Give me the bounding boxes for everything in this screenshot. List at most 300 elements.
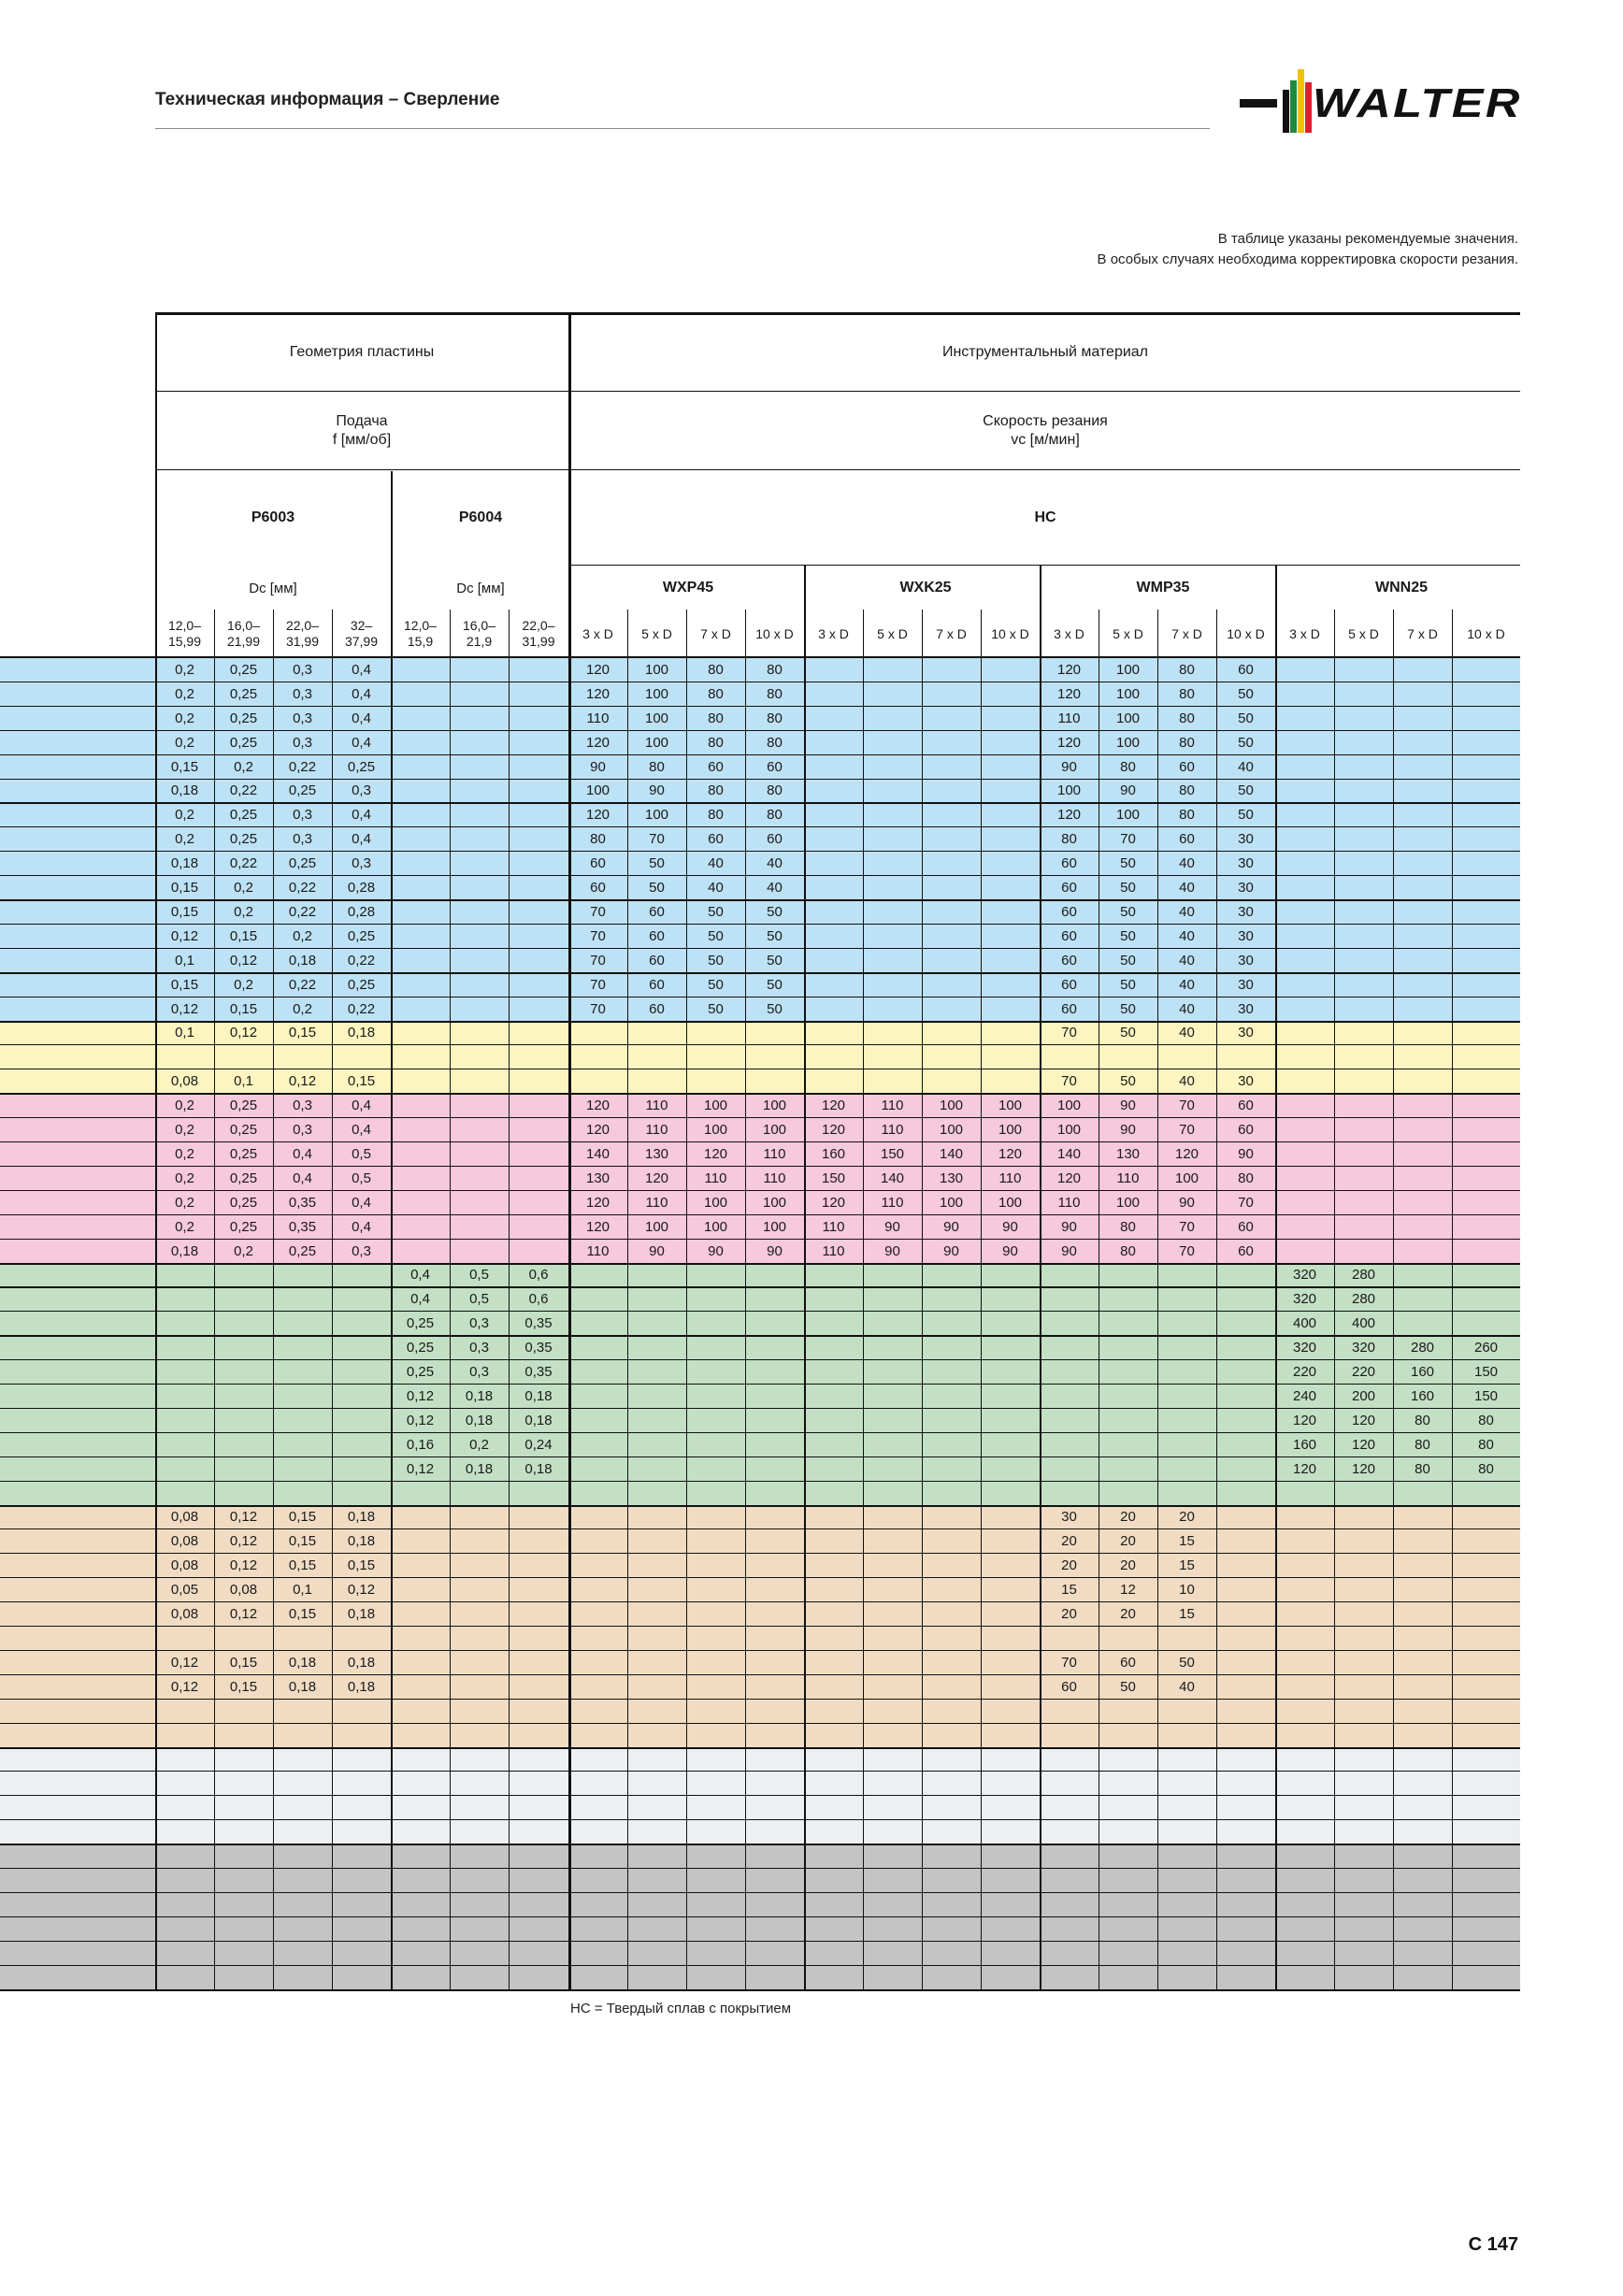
table-cell: 140 — [1056, 1145, 1082, 1162]
table-cell: 90 — [884, 1218, 900, 1235]
table-cell: 130 — [585, 1170, 610, 1186]
grid-line — [509, 610, 510, 1990]
table-row — [0, 1942, 1520, 1966]
table-cell: 30 — [1238, 1073, 1254, 1090]
table-cell: 70 — [1179, 1122, 1195, 1139]
table-cell: 0,3 — [293, 1098, 312, 1114]
grid-line — [0, 1335, 1520, 1337]
table-cell: 0,18 — [170, 782, 199, 799]
table-cell: 0,25 — [406, 1340, 435, 1356]
table-cell: 90 — [649, 1242, 665, 1259]
table-cell: 0,2 — [175, 1194, 194, 1211]
table-cell: 0,25 — [288, 1242, 317, 1259]
grid-line — [0, 1481, 1520, 1482]
grid-line — [863, 610, 864, 1990]
table-cell: 70 — [590, 903, 606, 920]
table-cell: 0,22 — [347, 1000, 376, 1017]
header-diameter-line: 15,99 — [167, 634, 202, 649]
grid-line — [804, 565, 806, 1990]
table-cell: 50 — [1120, 855, 1136, 872]
table-cell: 0,12 — [229, 1025, 258, 1041]
table-cell: 120 — [1056, 661, 1082, 678]
table-cell: 60 — [590, 880, 606, 897]
table-cell: 60 — [1061, 1000, 1077, 1017]
table-cell: 60 — [590, 855, 606, 872]
table-cell: 0,08 — [229, 1582, 258, 1599]
table-cell: 0,12 — [170, 1678, 199, 1695]
table-cell: 130 — [939, 1170, 964, 1186]
table-cell: 130 — [644, 1145, 669, 1162]
table-cell: 140 — [880, 1170, 905, 1186]
grid-line — [0, 1141, 1520, 1142]
header-depth: 7 x D — [936, 625, 967, 641]
table-cell: 60 — [1120, 1654, 1136, 1671]
table-cell: 90 — [767, 1242, 783, 1259]
table-cell: 0,18 — [347, 1025, 376, 1041]
header-depth: 7 x D — [700, 625, 731, 641]
table-cell: 80 — [1179, 782, 1195, 799]
grid-line — [0, 1747, 1520, 1749]
table-cell: 200 — [1351, 1387, 1376, 1404]
table-cell: 0,3 — [293, 831, 312, 848]
table-cell: 50 — [1238, 685, 1254, 702]
table-cell: 60 — [1061, 903, 1077, 920]
table-cell: 0,1 — [175, 1025, 194, 1041]
header-depth: 10 x D — [991, 625, 1029, 641]
table-cell: 100 — [1115, 710, 1141, 726]
table-cell: 0,4 — [410, 1291, 430, 1308]
table-cell: 0,1 — [293, 1582, 312, 1599]
table-cell: 90 — [1120, 782, 1136, 799]
table-cell: 80 — [1120, 1242, 1136, 1259]
grid-line — [450, 610, 451, 1990]
page-number: C 147 — [1468, 2234, 1518, 2255]
table-cell: 0,18 — [524, 1412, 553, 1428]
table-cell: 70 — [1238, 1194, 1254, 1211]
table-cell: 0,3 — [293, 734, 312, 751]
grid-line — [0, 1239, 1520, 1240]
table-cell: 0,4 — [352, 685, 371, 702]
header-grade-wxp45: WXP45 — [662, 580, 714, 596]
logo-bar-red — [1305, 82, 1312, 133]
table-cell: 0,12 — [288, 1073, 317, 1090]
table-cell: 60 — [708, 758, 724, 775]
table-cell: 100 — [703, 1098, 728, 1114]
table-cell: 0,35 — [524, 1315, 553, 1332]
table-cell: 80 — [708, 734, 724, 751]
grid-line — [1393, 610, 1394, 1990]
table-cell: 50 — [1238, 734, 1254, 751]
table-cell: 0,4 — [352, 831, 371, 848]
header-diameter-3 — [332, 610, 391, 658]
table-cell: 50 — [1120, 1073, 1136, 1090]
table-cell: 50 — [1179, 1654, 1195, 1671]
table-cell: 80 — [1120, 1218, 1136, 1235]
grid-line — [627, 610, 628, 1990]
table-cell: 90 — [1238, 1145, 1254, 1162]
grid-line — [0, 1577, 1520, 1578]
table-cell: 80 — [767, 807, 783, 824]
table-cell: 90 — [1179, 1194, 1195, 1211]
table-row — [0, 1724, 1520, 1748]
table-cell: 0,3 — [293, 685, 312, 702]
table-cell: 0,18 — [465, 1412, 494, 1428]
table-cell: 80 — [1415, 1436, 1430, 1453]
table-cell: 100 — [1115, 734, 1141, 751]
table-cell: 0,2 — [234, 880, 253, 897]
table-cell: 50 — [1120, 976, 1136, 993]
grid-line — [0, 1941, 1520, 1942]
grid-line — [0, 851, 1520, 852]
table-cell: 70 — [1061, 1654, 1077, 1671]
grid-line — [0, 706, 1520, 707]
header-feed — [155, 393, 568, 469]
table-cell: 50 — [767, 927, 783, 944]
table-cell: 90 — [590, 758, 606, 775]
table-cell: 110 — [881, 1122, 904, 1139]
header-depth: 5 x D — [877, 625, 908, 641]
table-cell: 0,25 — [288, 855, 317, 872]
table-cell: 120 — [1292, 1412, 1317, 1428]
table-cell: 0,2 — [175, 685, 194, 702]
table-row — [0, 1045, 1520, 1069]
table-cell: 40 — [708, 880, 724, 897]
header-depth: 10 x D — [755, 625, 794, 641]
table-cell: 280 — [1410, 1340, 1435, 1356]
table-cell: 40 — [767, 855, 783, 872]
grid-line — [1452, 610, 1453, 1990]
table-cell: 100 — [762, 1122, 787, 1139]
table-cell: 0,08 — [170, 1073, 199, 1090]
grid-line — [0, 1553, 1520, 1554]
header-feed-unit: f [мм/об] — [332, 432, 392, 448]
table-cell: 0,15 — [288, 1557, 317, 1574]
table-cell: 40 — [1179, 1678, 1195, 1695]
header-p6003: P6003 — [251, 509, 295, 525]
table-cell: 40 — [1179, 976, 1195, 993]
header-depth: 5 x D — [641, 625, 672, 641]
grid-line — [1040, 565, 1041, 1990]
table-cell: 160 — [1410, 1364, 1435, 1381]
grid-line — [155, 312, 1520, 315]
table-cell: 0,25 — [406, 1364, 435, 1381]
grid-line — [0, 1965, 1520, 1966]
table-cell: 60 — [767, 831, 783, 848]
table-cell: 0,18 — [524, 1460, 553, 1477]
table-cell: 50 — [1238, 710, 1254, 726]
table-cell: 90 — [1061, 1218, 1077, 1235]
table-cell: 110 — [586, 1242, 610, 1259]
table-cell: 70 — [1179, 1218, 1195, 1235]
table-cell: 60 — [1238, 1218, 1254, 1235]
table-cell: 400 — [1292, 1315, 1317, 1332]
table-cell: 0,15 — [170, 976, 199, 993]
grid-line — [0, 1384, 1520, 1385]
grid-line — [0, 656, 1520, 658]
table-cell: 100 — [703, 1122, 728, 1139]
table-cell: 0,2 — [175, 1098, 194, 1114]
table-cell: 100 — [1115, 661, 1141, 678]
table-cell: 0,5 — [352, 1145, 371, 1162]
table-cell: 0,16 — [406, 1436, 435, 1453]
table-cell: 15 — [1179, 1606, 1195, 1623]
table-cell: 0,4 — [352, 710, 371, 726]
header-diameter-line: 15,9 — [407, 634, 434, 649]
table-cell: 0,25 — [347, 927, 376, 944]
table-cell: 80 — [1478, 1412, 1494, 1428]
table-cell: 50 — [1120, 1025, 1136, 1041]
table-cell: 0,15 — [170, 880, 199, 897]
table-cell: 30 — [1238, 927, 1254, 944]
table-cell: 70 — [590, 927, 606, 944]
grid-line — [1216, 610, 1217, 1990]
table-cell: 60 — [1238, 661, 1254, 678]
grid-line — [0, 1868, 1520, 1869]
table-cell: 70 — [1061, 1025, 1077, 1041]
table-cell: 50 — [1238, 782, 1254, 799]
table-cell: 70 — [590, 1000, 606, 1017]
table-cell: 0,4 — [352, 1218, 371, 1235]
grid-line — [0, 1819, 1520, 1820]
table-cell: 50 — [767, 952, 783, 969]
table-cell: 0,25 — [229, 807, 258, 824]
table-cell: 0,3 — [352, 855, 371, 872]
table-cell: 0,12 — [170, 1654, 199, 1671]
grid-line — [273, 610, 274, 1990]
grid-line — [0, 826, 1520, 827]
table-cell: 0,2 — [234, 903, 253, 920]
table-cell: 0,12 — [170, 1000, 199, 1017]
table-cell: 110 — [704, 1170, 727, 1186]
table-cell: 80 — [767, 710, 783, 726]
table-cell: 60 — [1061, 927, 1077, 944]
table-cell: 120 — [998, 1145, 1023, 1162]
table-cell: 40 — [708, 855, 724, 872]
table-cell: 0,12 — [229, 1606, 258, 1623]
table-cell: 70 — [649, 831, 665, 848]
note-line-1: В таблице указаны рекомендуемые значения. — [1217, 231, 1518, 247]
header-speed-unit: vc [м/мин] — [1011, 432, 1080, 448]
table-cell: 70 — [1120, 831, 1136, 848]
table-cell: 0,4 — [293, 1145, 312, 1162]
table-cell: 0,12 — [229, 1509, 258, 1526]
table-row — [0, 1772, 1520, 1796]
table-cell: 20 — [1120, 1533, 1136, 1550]
table-cell: 80 — [767, 661, 783, 678]
table-cell: 70 — [590, 952, 606, 969]
table-cell: 150 — [821, 1170, 846, 1186]
table-cell: 60 — [649, 927, 665, 944]
table-cell: 80 — [767, 782, 783, 799]
table-cell: 150 — [880, 1145, 905, 1162]
grid-line — [0, 730, 1520, 731]
table-cell: 100 — [1115, 807, 1141, 824]
grid-line — [0, 1093, 1520, 1095]
table-cell: 0,25 — [229, 710, 258, 726]
table-cell: 50 — [767, 903, 783, 920]
table-cell: 0,28 — [347, 880, 376, 897]
header-hc: HC — [1034, 509, 1056, 525]
table-cell: 15 — [1061, 1582, 1077, 1599]
table-cell: 0,25 — [229, 1145, 258, 1162]
recommendation-note — [1098, 229, 1518, 270]
grid-line — [155, 312, 157, 1990]
table-cell: 0,3 — [293, 710, 312, 726]
table-cell: 20 — [1120, 1509, 1136, 1526]
table-cell: 0,15 — [229, 927, 258, 944]
table-cell: 50 — [1120, 952, 1136, 969]
table-cell: 50 — [1120, 1678, 1136, 1695]
table-cell: 140 — [585, 1145, 610, 1162]
note-line-2: В особых случаях необходима корректировка скорости резания. — [1097, 251, 1518, 267]
table-cell: 100 — [762, 1218, 787, 1235]
table-cell: 100 — [998, 1098, 1023, 1114]
table-cell: 0,3 — [293, 661, 312, 678]
walter-logo — [1240, 62, 1520, 133]
table-cell: 50 — [649, 855, 665, 872]
table-cell: 90 — [1002, 1218, 1018, 1235]
table-cell: 0,18 — [524, 1387, 553, 1404]
table-cell: 120 — [821, 1194, 846, 1211]
grid-line — [0, 1626, 1520, 1627]
table-cell: 80 — [1478, 1460, 1494, 1477]
table-cell: 100 — [1174, 1170, 1199, 1186]
table-cell: 120 — [585, 734, 610, 751]
table-cell: 320 — [1351, 1340, 1376, 1356]
table-cell: 0,15 — [288, 1509, 317, 1526]
table-cell: 60 — [1061, 952, 1077, 969]
table-cell: 40 — [1179, 1000, 1195, 1017]
header-depth: 5 x D — [1348, 625, 1379, 641]
table-cell: 0,2 — [175, 661, 194, 678]
table-cell: 100 — [644, 1218, 669, 1235]
table-cell: 110 — [881, 1194, 904, 1211]
grid-line — [0, 1723, 1520, 1724]
table-cell: 0,18 — [347, 1678, 376, 1695]
table-cell: 0,2 — [175, 710, 194, 726]
table-cell: 40 — [1179, 1025, 1195, 1041]
table-cell: 100 — [998, 1194, 1023, 1211]
header-depth: 5 x D — [1113, 625, 1143, 641]
table-cell: 40 — [1179, 1073, 1195, 1090]
table-cell: 120 — [585, 807, 610, 824]
table-cell: 80 — [708, 685, 724, 702]
grid-line — [981, 610, 982, 1990]
grid-line — [1157, 610, 1158, 1990]
grid-line — [745, 610, 746, 1990]
table-cell: 80 — [708, 661, 724, 678]
table-cell: 0,12 — [229, 1533, 258, 1550]
grid-line — [686, 610, 687, 1990]
grid-line — [0, 1432, 1520, 1433]
table-cell: 0,3 — [293, 807, 312, 824]
table-cell: 20 — [1120, 1557, 1136, 1574]
table-cell: 0,18 — [347, 1606, 376, 1623]
logo-wordmark: WALTER — [1313, 80, 1522, 126]
table-cell: 220 — [1351, 1364, 1376, 1381]
table-cell: 30 — [1238, 976, 1254, 993]
table-cell: 0,35 — [524, 1364, 553, 1381]
table-row — [0, 1627, 1520, 1651]
table-cell: 15 — [1179, 1533, 1195, 1550]
table-cell: 0,18 — [288, 1678, 317, 1695]
table-cell: 0,18 — [347, 1654, 376, 1671]
grid-line — [0, 1650, 1520, 1651]
grid-line — [155, 391, 1520, 392]
table-cell: 30 — [1238, 855, 1254, 872]
header-grade-wxk25: WXK25 — [899, 580, 952, 596]
table-cell: 80 — [1179, 710, 1195, 726]
table-cell: 0,15 — [288, 1533, 317, 1550]
table-cell: 0,4 — [352, 1194, 371, 1211]
grid-line — [0, 1795, 1520, 1796]
table-cell: 60 — [1061, 880, 1077, 897]
table-cell: 110 — [998, 1170, 1022, 1186]
grid-line — [0, 1021, 1520, 1023]
table-cell: 0,24 — [524, 1436, 553, 1453]
table-row — [0, 1869, 1520, 1893]
table-cell: 100 — [644, 685, 669, 702]
table-cell: 0,2 — [175, 1170, 194, 1186]
table-cell: 50 — [649, 880, 665, 897]
table-cell: 110 — [763, 1145, 786, 1162]
table-cell: 120 — [1056, 807, 1082, 824]
table-cell: 100 — [644, 734, 669, 751]
logo-dash — [1240, 99, 1277, 108]
table-cell: 320 — [1292, 1340, 1317, 1356]
table-cell: 0,22 — [229, 782, 258, 799]
table-row — [0, 1917, 1520, 1942]
table-cell: 0,3 — [352, 1242, 371, 1259]
table-cell: 100 — [939, 1098, 964, 1114]
table-cell: 50 — [1120, 903, 1136, 920]
grid-line — [0, 802, 1520, 804]
header-diameter-line: 12,0– — [403, 618, 438, 633]
table-cell: 80 — [708, 782, 724, 799]
table-cell: 90 — [943, 1242, 959, 1259]
table-cell: 110 — [1116, 1170, 1140, 1186]
table-cell: 0,3 — [469, 1340, 489, 1356]
table-cell: 20 — [1179, 1509, 1195, 1526]
table-cell: 50 — [1120, 880, 1136, 897]
table-cell: 0,1 — [234, 1073, 253, 1090]
grid-line — [568, 565, 1520, 566]
table-cell: 0,5 — [469, 1291, 489, 1308]
table-cell: 90 — [1061, 1242, 1077, 1259]
grid-line — [214, 610, 215, 1990]
table-cell: 260 — [1473, 1340, 1499, 1356]
grid-line — [332, 610, 333, 1990]
grid-line — [0, 1166, 1520, 1167]
table-cell: 0,15 — [170, 903, 199, 920]
table-cell: 120 — [821, 1098, 846, 1114]
grid-line — [391, 471, 393, 1990]
table-cell: 60 — [1238, 1122, 1254, 1139]
table-cell: 0,4 — [352, 807, 371, 824]
table-cell: 50 — [708, 903, 724, 920]
header-grade-wmp35: WMP35 — [1136, 580, 1190, 596]
table-cell: 0,25 — [229, 1122, 258, 1139]
table-cell: 100 — [762, 1194, 787, 1211]
logo-bar-yellow — [1298, 69, 1304, 133]
table-cell: 80 — [649, 758, 665, 775]
header-speed-label: Скорость резания — [983, 413, 1108, 429]
header-feed-label: Подача — [336, 413, 388, 429]
table-cell: 60 — [767, 758, 783, 775]
table-cell: 100 — [1056, 782, 1082, 799]
table-cell: 120 — [1056, 1170, 1082, 1186]
table-cell: 80 — [708, 807, 724, 824]
